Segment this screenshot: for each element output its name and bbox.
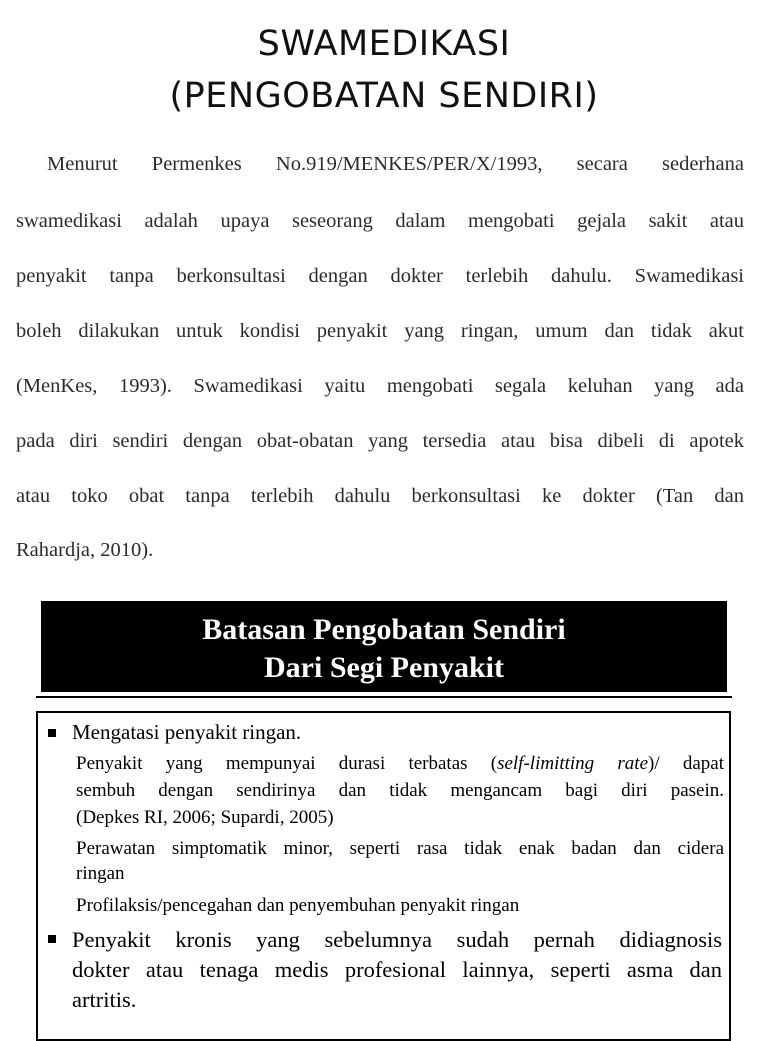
header-divider [36, 696, 732, 698]
sub-item-line: ringan [76, 863, 125, 884]
section-header-line-2: Dari Segi Penyakit [264, 651, 504, 684]
section-header [41, 601, 727, 692]
emphasis-text: self-limitting rate [497, 753, 649, 774]
paragraph-line: swamedikasi adalah upaya seseorang dalam mengobati gejala sakit atau [16, 210, 744, 232]
paragraph-line: (MenKes, 1993). Swamedikasi yaitu mengobati segala keluhan yang ada [16, 375, 744, 397]
title-line-2: (PENGOBATAN SENDIRI) [169, 76, 599, 116]
paragraph-line: pada diri sendiri dengan obat-obatan yang tersedia atau bisa dibeli di apotek [16, 430, 744, 452]
paragraph-line: penyakit tanpa berkonsultasi dengan dokter terlebih dahulu. Swamedikasi [16, 265, 744, 287]
bullet-item-2-line: artritis. [72, 987, 137, 1012]
sub-item-line: (Depkes RI, 2006; Supardi, 2005) [76, 807, 334, 828]
bullet-item-2-line: dokter atau tenaga medis profesional lainnya, seperti asma dan [72, 957, 722, 982]
sub-item-line: Penyakit yang mempunyai durasi terbatas (self-limitting rate)/ dapat [76, 753, 724, 774]
bullet-item-1: Mengatasi penyakit ringan. [72, 720, 302, 744]
bullet-square-icon [48, 729, 56, 737]
sub-item-line: sembuh dengan sendirinya dan tidak mengancam bagi diri pasein. [76, 780, 724, 801]
bullet-item-2-line: Penyakit kronis yang sebelumnya sudah pernah didiagnosis [72, 927, 722, 952]
paragraph-line: atau toko obat tanpa terlebih dahulu berkonsultasi ke dokter (Tan dan [16, 485, 744, 507]
sub-item-line: Perawatan simptomatik minor, seperti rasa tidak enak badan dan cidera [76, 838, 724, 859]
title-line-1: SWAMEDIKASI [257, 24, 511, 64]
sub-item-line: Profilaksis/pencegahan dan penyembuhan penyakit ringan [76, 895, 520, 916]
criteria-box [36, 711, 731, 1041]
paragraph-line: boleh dilakukan untuk kondisi penyakit yang ringan, umum dan tidak akut [16, 320, 744, 342]
paragraph-line: Menurut Permenkes No.919/MENKES/PER/X/1993, secara sederhana [47, 153, 744, 175]
paragraph-line: Rahardja, 2010). [16, 539, 154, 561]
page-title [0, 18, 768, 122]
bullet-square-icon [48, 935, 56, 943]
section-header-line-1: Batasan Pengobatan Sendiri [202, 613, 566, 646]
